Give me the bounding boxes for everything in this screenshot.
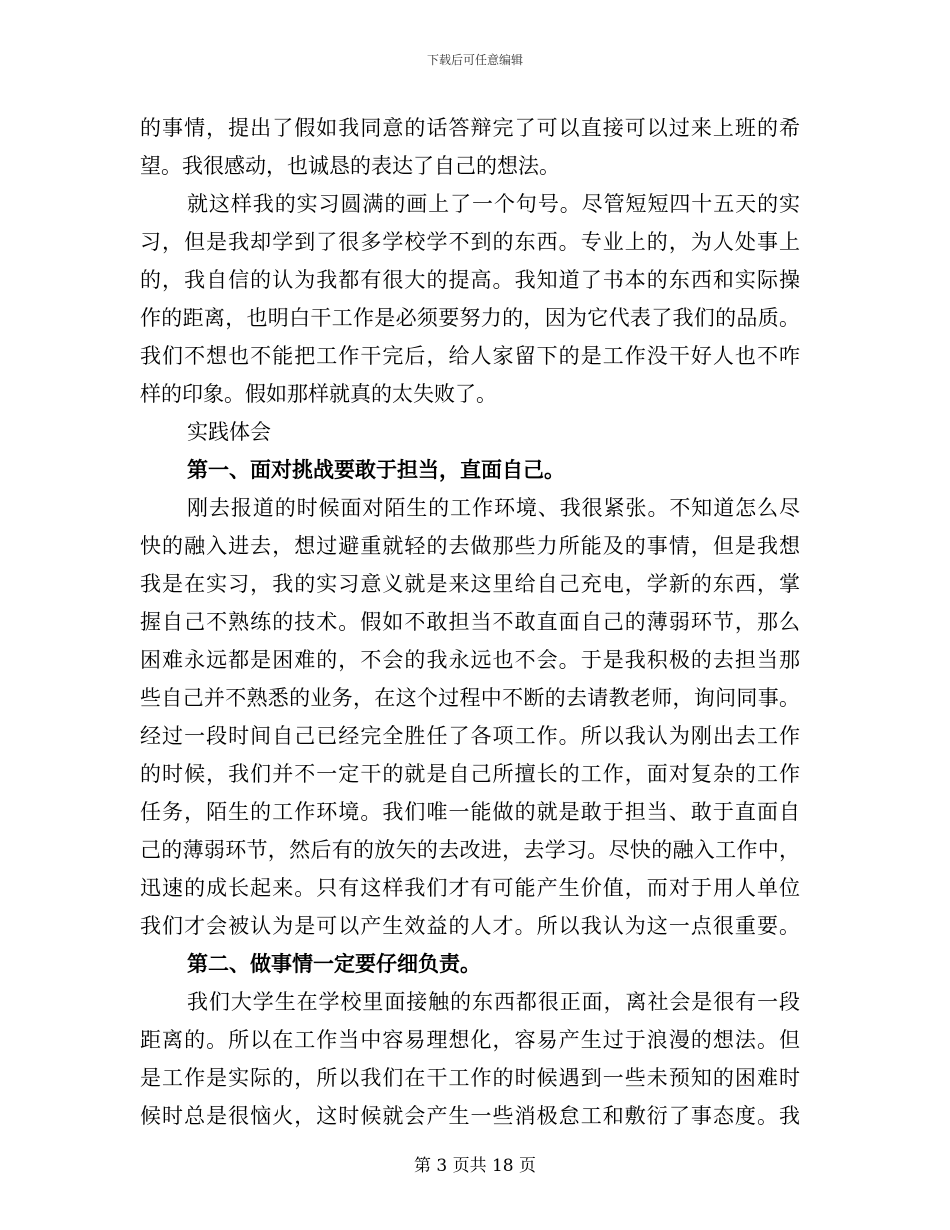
paragraph-line: 迅速的成长起来。只有这样我们才有可能产生价值，而对于用人单位: [140, 876, 800, 900]
paragraph-line: 己的薄弱环节，然后有的放矢的去改进，去学习。尽快的融入工作中，: [140, 838, 800, 862]
paragraph-line: 的事情，提出了假如我同意的话答辩完了可以直接可以过来上班的希: [140, 116, 800, 140]
section-heading: 第一、面对挑战要敢于担当，直面自己。: [187, 457, 565, 482]
paragraph-line: 我们大学生在学校里面接触的东西都很正面，离社会是很有一段: [187, 990, 800, 1014]
paragraph-line: 距离的。所以在工作当中容易理想化，容易产生过于浪漫的想法。但: [140, 1028, 800, 1052]
paragraph-line: 任务，陌生的工作环境。我们唯一能做的就是敢于担当、敢于直面自: [140, 800, 800, 824]
paragraph-line: 我们才会被认为是可以产生效益的人才。所以我认为这一点很重要。: [140, 914, 800, 938]
paragraph-line: 的时候，我们并不一定干的就是自己所擅长的工作，面对复杂的工作: [140, 762, 800, 786]
paragraph-line: 是工作是实际的，所以我们在干工作的时候遇到一些未预知的困难时: [140, 1066, 800, 1090]
paragraph-line: 我们不想也不能把工作干完后，给人家留下的是工作没干好人也不咋: [140, 344, 800, 368]
section-heading: 第二、做事情一定要仔细负责。: [187, 951, 481, 976]
paragraph-line: 候时总是很恼火，这时候就会产生一些消极怠工和敷衍了事态度。我: [140, 1104, 800, 1128]
paragraph-line: 快的融入进去，想过避重就轻的去做那些力所能及的事情，但是我想: [140, 534, 800, 558]
paragraph-line: 刚去报道的时候面对陌生的工作环境、我很紧张。不知道怎么尽: [187, 496, 800, 520]
paragraph-line: 望。我很感动，也诚恳的表达了自己的想法。: [140, 154, 560, 178]
paragraph-line: 的，我自信的认为我都有很大的提高。我知道了书本的东西和实际操: [140, 268, 800, 292]
document-body: [140, 109, 800, 1135]
paragraph-line: 实践体会: [187, 420, 271, 444]
paragraph-line: 经过一段时间自己已经完全胜任了各项工作。所以我认为刚出去工作: [140, 724, 800, 748]
paragraph-line: 些自己并不熟悉的业务，在这个过程中不断的去请教老师，询问同事。: [140, 686, 800, 710]
page-number: 第 3 页共 18 页: [413, 1156, 537, 1176]
paragraph-line: 困难永远都是困难的，不会的我永远也不会。于是我积极的去担当那: [140, 648, 800, 672]
paragraph-line: 握自己不熟练的技术。假如不敢担当不敢直面自己的薄弱环节，那么: [140, 610, 800, 634]
paragraph-line: 作的距离，也明白干工作是必须要努力的，因为它代表了我们的品质。: [140, 306, 800, 330]
paragraph-line: 我是在实习，我的实习意义就是来这里给自己充电，学新的东西，掌: [140, 572, 800, 596]
paragraph-line: 样的印象。假如那样就真的太失败了。: [140, 382, 497, 406]
paragraph-line: 习，但是我却学到了很多学校学不到的东西。专业上的，为人处事上: [140, 230, 800, 254]
page-header: 下载后可任意编辑: [426, 53, 523, 67]
paragraph-line: 就这样我的实习圆满的画上了一个句号。尽管短短四十五天的实: [187, 192, 800, 216]
